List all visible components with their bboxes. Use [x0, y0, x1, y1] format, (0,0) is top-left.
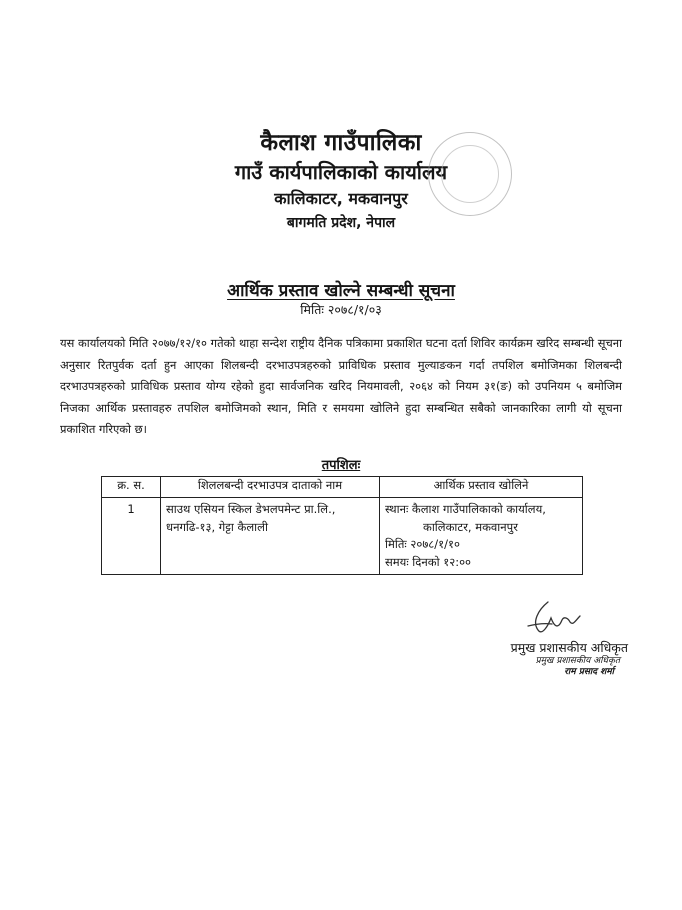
org-name: कैलाश गाउँपालिका: [260, 130, 422, 156]
notice-date: मितिः २०७८/१/०३: [300, 302, 382, 317]
signatory-stamp-line: प्रमुख प्रशासकीय अधिकृत: [535, 656, 620, 666]
table-header-row: [102, 477, 583, 498]
header-opening: आर्थिक प्रस्ताव खोलिने: [380, 477, 583, 498]
bidder-name: साउथ एसियन स्किल डेभलपमेन्ट प्रा.लि.,: [166, 502, 336, 516]
table-row: [102, 498, 583, 575]
seal-inner-ring: [441, 145, 499, 203]
cell-opening: [380, 498, 583, 575]
signature-block: [468, 596, 628, 678]
bidder-address: धनगढि-१३, गेट्टा कैलाली: [166, 519, 268, 534]
cell-sn: 1: [102, 498, 161, 575]
handwritten-signature: [518, 596, 588, 640]
details-table: [101, 476, 583, 575]
opening-time: समयः दिनको १२:००: [385, 554, 472, 569]
header-sn: क्र. स.: [102, 477, 161, 498]
notice-body: यस कार्यालयको मिति २०७७/१२/१० गतेको थाहा सन्देश राष्ट्रीय दैनिक पत्रिकामा प्रकाशित घटना दर्ता शिविर कार्यक्रम खरिद सम्बन्धी सूचना अनुसार रितपुर्वक दर्ता हुन आएका शिलबन्दी दरभाउपत्रहरुको प्राविधिक प्रस्ताव मुल्याङकन गर्दा तपशिल बमोजिमका शिलबन्दी दरभाउपत्रहरुको प्राविधिक प्रस्ताव योग्य रहेको हुदा सार्वजनिक खरिद नियमावली, २०६४ को नियम ३१(ङ) को उपनियम ५ बमोजिम निजका आर्थिक प्रस्तावहरु तपशिल बमोजिमको स्थान, मिति र समयमा खोलिने हुदा सम्बन्धित सबैको जानकारिका लागी यो सूचना प्रकाशित गरिएको छ।: [60, 336, 622, 437]
office-name: गाउँ कार्यपालिकाको कार्यालय: [234, 160, 448, 184]
notice-title-text: आर्थिक प्रस्ताव खोल्ने सम्बन्धी सूचना: [227, 281, 455, 301]
notice-title: [0, 278, 682, 301]
letterhead: [0, 128, 682, 234]
signatory-name: राम प्रसाद शर्मा: [564, 667, 614, 677]
office-location: कालिकाटर, मकवानपुर: [274, 189, 408, 208]
signatory-title: प्रमुख प्रशासकीय अधिकृत: [510, 640, 628, 655]
office-province: बागमति प्रदेश, नेपाल: [286, 215, 396, 231]
header-bidder: शिललबन्दी दरभाउपत्र दाताको नाम: [161, 477, 380, 498]
cell-bidder: [161, 498, 380, 575]
office-seal-stamp: [428, 132, 512, 216]
table-caption: तपशिलः: [321, 458, 361, 473]
opening-place: स्थानः कैलाश गाउँपालिकाको कार्यालय,: [385, 502, 546, 516]
opening-place-address: कालिकाटर, मकवानपुर: [423, 519, 518, 534]
opening-date: मितिः २०७८/१/१०: [385, 537, 460, 551]
